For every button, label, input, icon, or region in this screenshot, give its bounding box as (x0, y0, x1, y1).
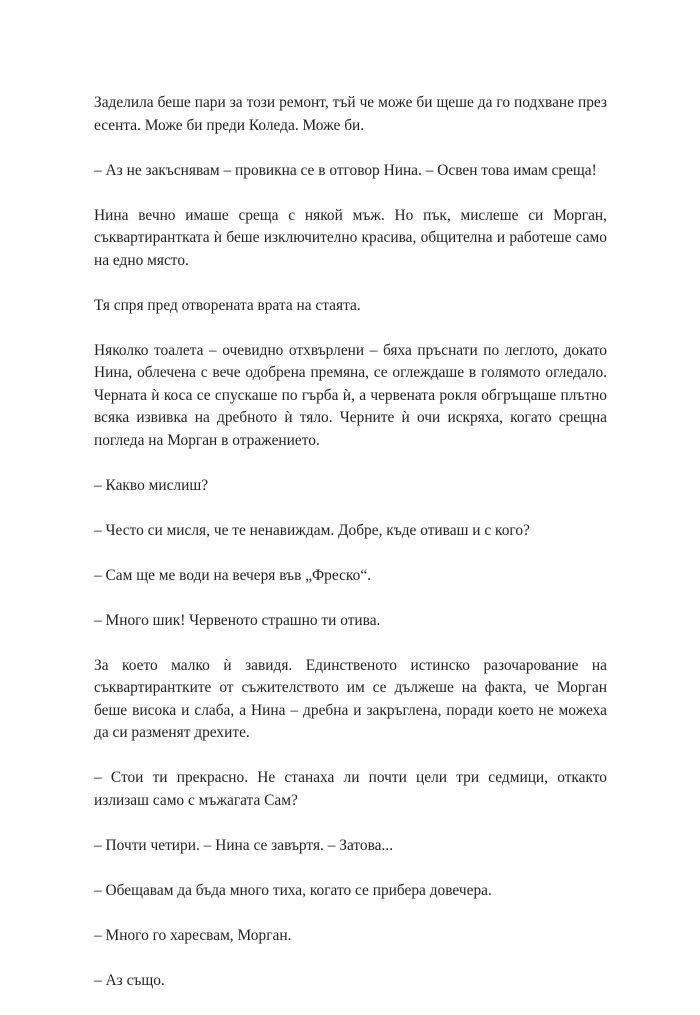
paragraph-10: За което малко ѝ завидя. Единственото истинско разочарование на съквартирантките от съжителството им се дължеше на факта, че Морган беше висока и слаба, а Нина – дребна и закръглена, поради което не можеха да си разменят дрехите. (94, 656, 607, 741)
paragraph-15: – Аз също. (94, 971, 165, 989)
text-body (94, 92, 607, 1015)
paragraph-5: Няколко тоалета – очевидно отхвърлени – бяха пръснати по леглото, докато Нина, облечена с вече одобрена премяна, се оглеждаше в голямото огледало. Черната ѝ коса се спускаше по гърба ѝ, а червената рокля обгръщаше плътно всяка извивка на дребното ѝ тяло. Черните ѝ очи искряха, когато срещна погледа на Морган в отражението. (94, 341, 607, 449)
paragraph-8: – Сам ще ме води на вечеря във „Фреско“. (94, 566, 371, 584)
paragraph-6: – Какво мислиш? (94, 476, 209, 494)
paragraph-7: – Често си мисля, че те ненавиждам. Добре, къде отиваш и с кого? (94, 521, 530, 539)
paragraph-9: – Много шик! Червеното страшно ти отива. (94, 611, 381, 629)
paragraph-13: – Обещавам да бъда много тиха, когато се прибера довечера. (94, 881, 492, 899)
paragraph-1: Заделила беше пари за този ремонт, тъй че може би щеше да го подхване през есента. Може би преди Коледа. Може би. (94, 94, 607, 134)
paragraph-14: – Много го харесвам, Морган. (94, 926, 292, 944)
paragraph-12: – Почти четири. – Нина се завъртя. – Затова... (94, 836, 394, 854)
paragraph-3: Нина вечно имаше среща с някой мъж. Но пък, мислеше си Морган, съквартирантката ѝ беше изключително красива, общителна и работеше само на едно място. (94, 206, 607, 269)
paragraph-11: – Стои ти прекрасно. Не станаха ли почти цели три седмици, откакто излизаш само с мъжагата Сам? (94, 769, 607, 809)
paragraph-4: Тя спря пред отворената врата на стаята. (94, 296, 361, 314)
paragraph-2: – Аз не закъснявам – провикна се в отговор Нина. – Освен това имам среща! (94, 161, 597, 179)
